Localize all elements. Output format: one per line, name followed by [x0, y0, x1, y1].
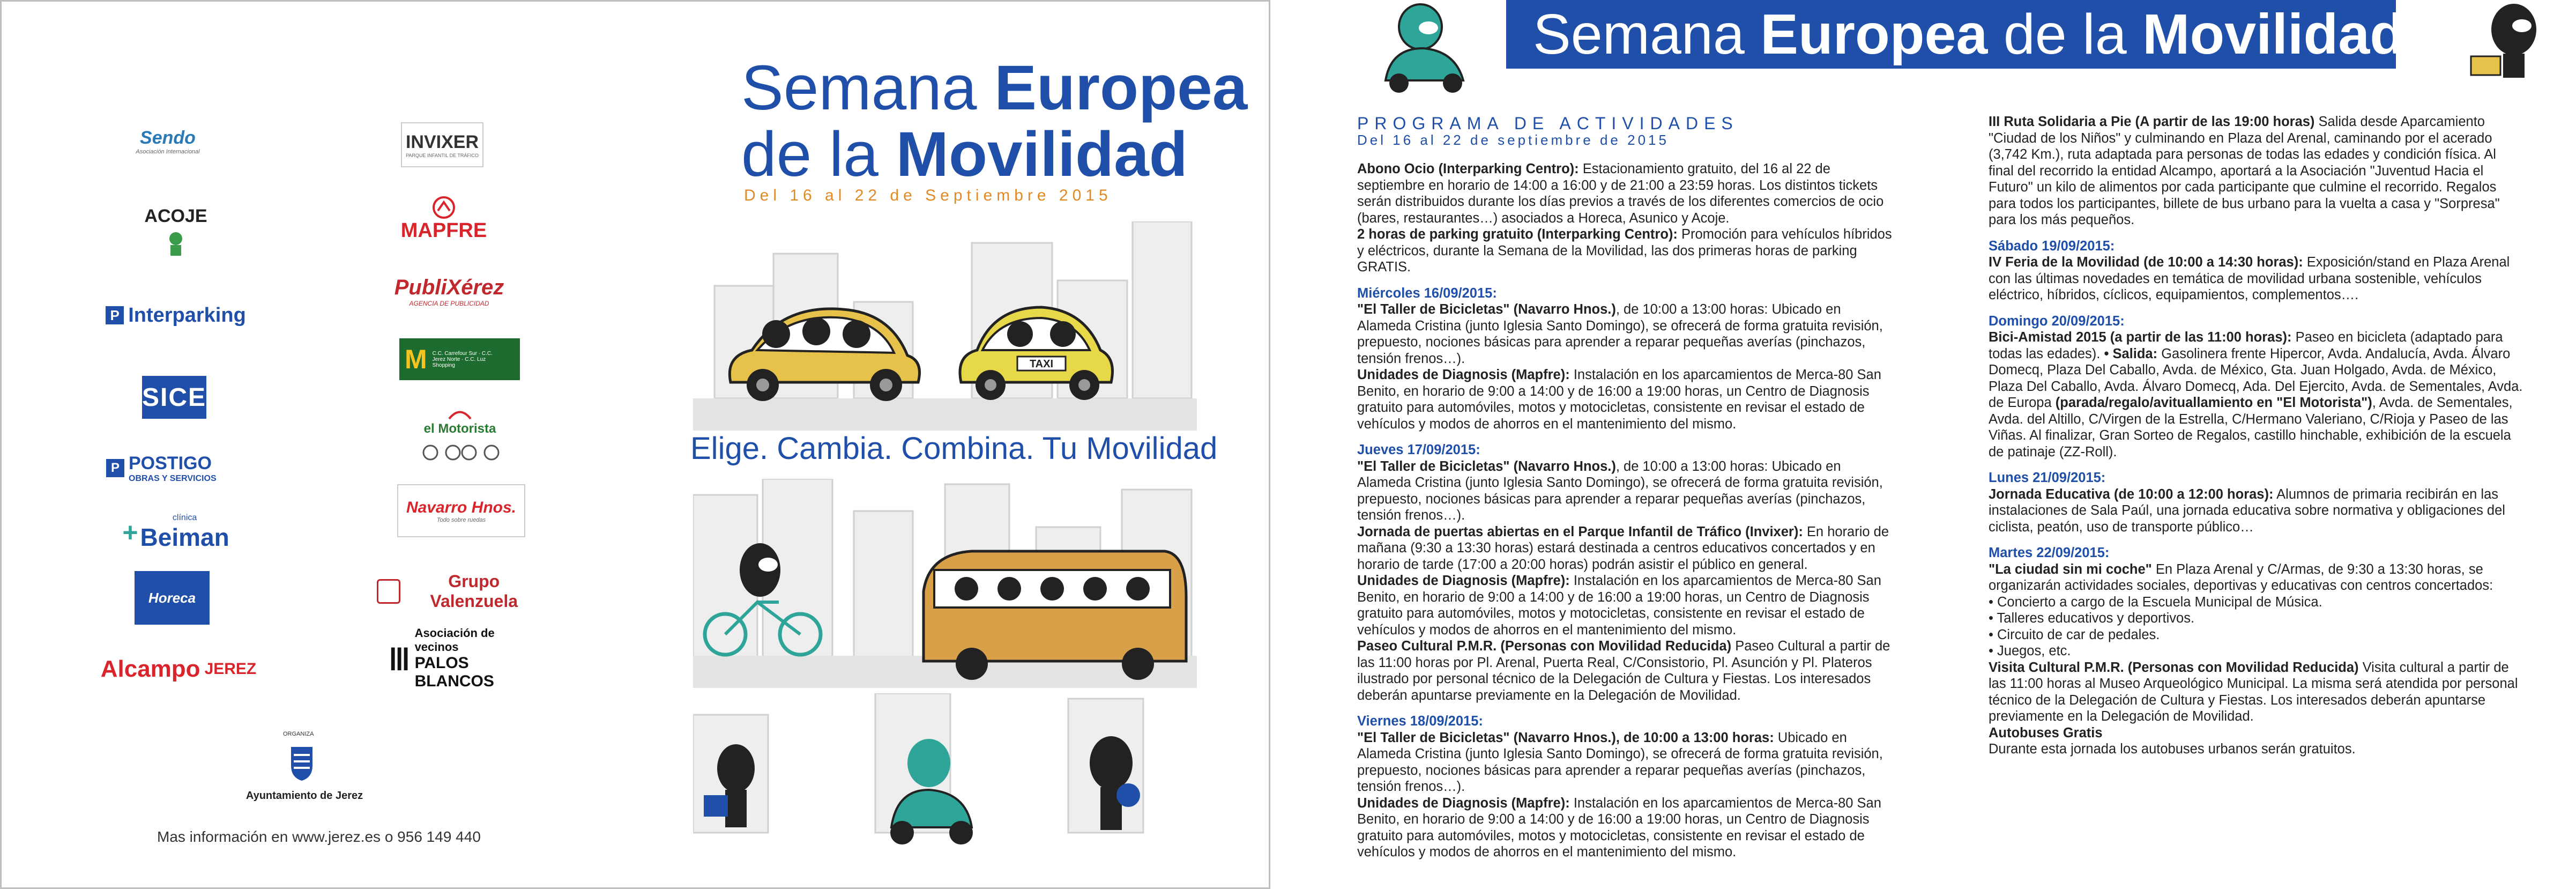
logo-horeca-name: Horeca: [148, 589, 196, 606]
logo-beiman-sub: clínica: [172, 513, 197, 522]
item-parking-gratuito-text: Promoción para vehículos híbridos y eléctricos, durante la Semana de la Movilidad, las dos primeras horas de parking GRATIS.: [1357, 227, 1892, 275]
item-taller-3-title: "El Taller de Bicicletas" (Navarro Hnos.), de 10:00 a 13:00 horas:: [1357, 730, 1774, 745]
day-heading-wednesday: Miércoles 16/09/2015:: [1357, 285, 1497, 301]
logo-beiman-name: Beiman: [140, 523, 229, 551]
logo-invixer: [401, 122, 483, 167]
item-bici-amistad-salida: • Salida:: [2100, 346, 2158, 361]
item-diagnosis-1-text: Instalación en los aparcamientos de Merca-80 San Benito, en horario de 9:00 a 14:00 y de 16:00 a 19:00 horas, un Centro de Diagnosis gratuito para automóviles, motos y motocicletas, consistente en revisar el estado de vehículos y modos de ahorros en el mantenimiento del mismo.: [1357, 367, 1881, 432]
item-visita-cultural-text: Visita cultural a partir de las 11:00 horas al Museo Arqueológico Municipal. La misma será atendida por personal técnico de la Delegación de Cultura y Fiestas. Los interesados deberán apuntarse previamente en la Delegación de Movilidad.: [1989, 660, 2518, 724]
contact-info: Mas información en www.jerez.es o 956 149 440: [157, 828, 481, 845]
day-heading-saturday: Sábado 19/09/2015:: [1989, 238, 2115, 254]
logo-motorista: [414, 401, 505, 465]
autobuses-gratis-title: Autobuses Gratis: [1989, 725, 2103, 740]
item-visita-cultural-title: Visita Cultural P.M.R. (Personas con Movilidad Reducida): [1989, 660, 2359, 675]
item-bici-amistad-parada: (parada/regalo/avituallamiento en "El Motorista"): [2055, 395, 2372, 410]
item-autobuses-gratis-title: [1989, 725, 2525, 742]
item-abono-ocio-title: Abono Ocio (Interparking Centro):: [1357, 161, 1579, 176]
logo-mcdonalds: [399, 338, 520, 380]
left-title-light-2: de la: [741, 118, 896, 190]
item-paseo-cultural-title: Paseo Cultural P.M.R. (Personas con Movilidad Reducida): [1357, 639, 1732, 654]
day-heading-thursday: Jueves 17/09/2015:: [1357, 442, 1480, 457]
logo-alcampo: [100, 653, 257, 685]
left-title-light-1: Semana: [741, 53, 995, 123]
item-diagnosis-3: [1357, 795, 1893, 861]
parking-icon: P: [106, 306, 124, 324]
item-taller-1-text: , de 10:00 a 13:00 horas: Ubicado en Alameda Cristina (junto Iglesia Santo Domingo), se ofrecerá de forma gratuita revisión, prepuesto, nociones básicas para aprender a reparar pequeñas averías (pinchazos, tensión frenos…).: [1357, 302, 1883, 366]
slogan: Elige. Cambia. Combina. Tu Movilidad: [690, 431, 1218, 466]
bus-bicycle-illustration: [693, 479, 1197, 688]
logo-publixerez: [388, 267, 511, 315]
item-taller-bicicletas-1: [1357, 301, 1893, 367]
item-diagnosis-1: [1357, 367, 1893, 432]
banner-light-2: de la: [1987, 3, 2143, 66]
item-jornada-educativa-text: Alumnos de primaria recibirán en las instalaciones de Sala Paúl, una jornada educativa sobre normativa y obligaciones del ciclista, peatón, uso de transporte público…: [1989, 486, 2505, 535]
item-bici-amistad-end: , Avda. de Sementales, Avda. del Altillo, C/Virgen de la Estrella, C/Hermano Valeriano, C/Rioja y Paseo de las Viñas. Al finalizar, Gran Sorteo de Regalos, castillo hinchable, exhibición de la escuela de patinaje (ZZ-Roll).: [1989, 395, 2513, 460]
item-bici-amistad-route: Gasolinera frente Hipercor, Avda. Andalucía, Avda. Álvaro Domecq, Plaza Del Caballo, Avda. de México, Gta. Juan Holgado, Avda. de México, Plaza Del Caballo, Avda. Álvaro Domecq, Ada. Del Ejercito, Avda. de Sementales, Avda. de Europa: [1989, 346, 2523, 410]
day-heading-monday: Lunes 21/09/2015:: [1989, 470, 2106, 485]
item-ruta-solidaria-title: III Ruta Solidaria a Pie (A partir de las 19:00 horas): [1989, 114, 2315, 129]
item-ciudad-sin-coche: [1989, 561, 2525, 594]
item-taller-bicicletas-3: [1357, 730, 1893, 795]
logo-invixer-name: INVIXER: [405, 131, 479, 152]
pedestrians-scooter-illustration: [693, 693, 1197, 854]
item-diagnosis-3-text: Instalación en los aparcamientos de Merca-80 San Benito, en horario de 9:00 a 14:00 y de 16:00 a 19:00 horas, un Centro de Diagnosis gratuito para automóviles, motos y motocicletas, consistente en revisar el estado de vehículos y modos de ahorros en el mantenimiento del mismo.: [1357, 795, 1881, 860]
item-taller-1-title: "El Taller de Bicicletas" (Navarro Hnos.): [1357, 302, 1616, 317]
walking-mascot-icon: [2455, 0, 2557, 80]
item-bici-amistad-title: Bici-Amistad 2015 (a partir de las 11:00 horas):: [1989, 330, 2292, 345]
logo-publixerez-sub: AGENCIA DE PUBLICIDAD: [409, 299, 489, 307]
logo-sice-name: SICE: [142, 383, 207, 412]
left-title-heavy-1: Europea: [994, 53, 1248, 123]
item-parking-gratuito-title: 2 horas de parking gratuito (Interparking Centro):: [1357, 227, 1678, 242]
logo-alcampo-suffix: JEREZ: [204, 660, 257, 678]
logo-palos-blancos: [388, 626, 532, 690]
item-feria-text: Exposición/stand en Plaza Arenal con las últimas novedades en temática de movilidad urbana sostenible, vehículos eléctrico, híbridos, cíclicos, equipamientos, complementos….: [1989, 255, 2510, 302]
palos-blancos-emblem-icon: [388, 642, 411, 675]
day-heading-friday: Viernes 18/09/2015:: [1357, 714, 1483, 729]
item-bici-amistad: [1989, 329, 2525, 460]
item-jornada-educativa: [1989, 486, 2525, 536]
bullet-item: • Talleres educativos y deportivos.: [1989, 611, 2195, 626]
item-puertas-abiertas-text: En horario de mañana (9:30 a 13:30 horas) estará destinada a centros educativos concertados y en horario de tarde (17:00 a 20:00 horas) podrán asistir el público en general.: [1357, 524, 1889, 572]
left-dates: Del 16 al 22 de Septiembre 2015: [744, 187, 1112, 204]
logo-postigo-name: POSTIGO: [129, 453, 212, 473]
acoje-emblem-icon: [160, 227, 192, 259]
logo-postigo: [106, 452, 256, 484]
postigo-p-icon: P: [106, 459, 124, 477]
logo-interparking-name: Interparking: [128, 303, 246, 327]
bullet-item: • Juegos, etc.: [1989, 643, 2071, 658]
item-diagnosis-2-title: Unidades de Diagnosis (Mapfre):: [1357, 573, 1570, 588]
item-taller-bicicletas-2: [1357, 458, 1893, 524]
logo-navarro-name: Navarro Hnos.: [406, 498, 517, 516]
item-bici-amistad-text: Paseo en bicicleta (adaptado para todas las edades).: [1989, 330, 2503, 361]
item-parking-gratuito: [1357, 226, 1893, 276]
item-ciudad-sin-coche-title: "La ciudad sin mi coche": [1989, 561, 2152, 577]
ayuntamiento-label: Ayuntamiento de Jerez: [245, 790, 363, 802]
logo-sice: [142, 376, 206, 419]
logo-postigo-sub: OBRAS Y SERVICIOS: [129, 473, 217, 483]
scooter-mascot-icon: [1369, 0, 1477, 94]
jerez-coat-of-arms-icon: [288, 744, 315, 782]
logo-sendo-name: Sendo: [140, 127, 196, 148]
item-diagnosis-2: [1357, 573, 1893, 638]
logo-mcdonalds-name: M: [405, 344, 427, 374]
item-abono-ocio-text: Estacionamiento gratuito, del 16 al 22 de septiembre en horario de 14:00 a 16:00 y de 21:00 a 23:59 horas. Los distintos tickets serán distribuidos durante los días previos a través de los diferentes comercios de ocio (bares, restaurantes…) asociados a Horeca, Asunico y Acoje.: [1357, 161, 1884, 226]
banner-light-1: Semana: [1533, 3, 1761, 66]
logo-sendo-sub: Asociación Internacional: [136, 148, 200, 155]
bullet-item: • Circuito de car de pedales.: [1989, 627, 2160, 642]
logo-mcdonalds-sub: C.C. Carrefour Sur · C.C. Jerez Norte · C.C. Luz Shopping: [432, 350, 493, 368]
logo-publixerez-name: PubliXérez: [394, 275, 504, 299]
left-title-line1: [741, 55, 1247, 122]
item-autobuses-gratis-text: Durante esta jornada los autobuses urbanos serán gratuitos.: [1989, 742, 2356, 757]
item-visita-cultural: [1989, 660, 2525, 725]
logo-interparking: [101, 299, 251, 331]
motorista-emblem-icon: [444, 405, 476, 421]
program-column-1: [1357, 161, 1893, 861]
item-ruta-solidaria-text: Salida desde Aparcamiento "Ciudad de los Niños" y culminando en Plaza del Arenal, caminando por el acerado (3,742 Km.), ruta adaptada para personas de todas las edades y condición física. Al final del recorrido la entidad Alcampo, aportará a la Asociación "Juventud Hacia el Futuro" un kilo de alimentos por cada participante que culmine el recorrido. Regalos para todos los participantes, billete de bus urbano para la vuelta a casa y "Sorpresa" para los más pequeños.: [1989, 114, 2500, 227]
logo-mapfre: [396, 192, 492, 246]
logo-horeca: [135, 571, 210, 625]
logo-beiman: [111, 511, 240, 554]
logo-acoje: [138, 200, 213, 264]
item-diagnosis-2-text: Instalación en los aparcamientos de Merca-80 San Benito, en horario de 9:00 a 14:00 y de 16:00 a 19:00 horas, un Centro de Diagnosis gratuito para automóviles, motos y motocicletas, consistente en revisar el estado de vehículos y modos de ahorros en el mantenimiento del mismo.: [1357, 573, 1881, 638]
item-paseo-cultural: [1357, 638, 1893, 703]
logo-invixer-sub: PARQUE INFANTIL DE TRÁFICO: [406, 152, 479, 158]
logo-acoje-name: ACOJE: [144, 205, 207, 226]
cars-illustration: [693, 221, 1197, 431]
logo-alcampo-name: Alcampo: [100, 656, 200, 682]
day-heading-sunday: Domingo 20/09/2015:: [1989, 313, 2125, 329]
mapfre-emblem-icon: [430, 196, 457, 219]
left-title: [741, 55, 1247, 188]
item-feria-title: IV Feria de la Movilidad (de 10:00 a 14:30 horas):: [1989, 255, 2303, 270]
logo-palos-blancos-sub: PALOS BLANCOS: [414, 654, 494, 690]
logo-motorista-name: el Motorista: [423, 421, 496, 436]
logo-mapfre-name: MAPFRE: [400, 219, 487, 242]
item-ruta-solidaria: [1989, 114, 2525, 228]
day-heading-tuesday: Martes 22/09/2015:: [1989, 545, 2110, 560]
banner-heavy-2: Movilidad: [2142, 3, 2404, 66]
program-column-2: [1989, 114, 2525, 758]
logo-navarro-sub: Todo sobre ruedas: [436, 516, 486, 523]
logo-navarro: [397, 484, 525, 537]
item-abono-ocio: [1357, 161, 1893, 226]
item-puertas-abiertas: [1357, 524, 1893, 573]
item-puertas-abiertas-title: Jornada de puertas abiertas en el Parque Infantil de Tráfico (Invixer):: [1357, 524, 1803, 539]
item-feria-movilidad: [1989, 254, 2525, 303]
plus-icon: +: [122, 517, 138, 547]
bus: [924, 551, 1186, 680]
program-title: PROGRAMA DE ACTIVIDADES: [1357, 114, 1739, 133]
bullet-item: • Concierto a cargo de la Escuela Municipal de Música.: [1989, 594, 2322, 610]
logo-valenzuela-name: Grupo Valenzuela: [430, 572, 518, 611]
logo-sendo: [125, 120, 211, 162]
item-diagnosis-3-title: Unidades de Diagnosis (Mapfre):: [1357, 795, 1570, 811]
left-title-heavy-2: Movilidad: [896, 118, 1188, 190]
right-panel: [1308, 0, 2576, 889]
item-taller-2-title: "El Taller de Bicicletas" (Navarro Hnos.): [1357, 458, 1616, 474]
bicycles-icon: [420, 436, 500, 461]
item-paseo-cultural-text: Paseo Cultural a partir de las 11:00 horas por Pl. Arenal, Puerta Real, C/Consistorio, Pl. Asunción y Pl. Plateros ilustrado por personal técnico de la Delegación de Cultura y Fiestas. Los interesados deberán apuntarse previamente en la Delegación de Movilidad.: [1357, 639, 1890, 703]
taxi-label: TAXI: [1029, 358, 1054, 370]
banner-heavy-1: Europea: [1760, 3, 1988, 66]
logo-palos-blancos-name: Asociación de vecinos: [414, 626, 495, 654]
left-title-line2: [741, 118, 1247, 190]
organiza-label: ORGANIZA: [283, 731, 314, 737]
item-ciudad-sin-coche-text: En Plaza Arenal y C/Armas, de 9:30 a 13:30 horas, se organizarán actividades sociales, deportivas y educativas con centros concertados:: [1989, 561, 2493, 593]
valenzuela-emblem-icon: [377, 579, 400, 604]
program-dates: Del 16 al 22 de septiembre de 2015: [1357, 132, 1669, 148]
left-panel: [0, 0, 1270, 889]
item-jornada-educativa-title: Jornada Educativa (de 10:00 a 12:00 horas):: [1989, 486, 2274, 502]
item-diagnosis-1-title: Unidades de Diagnosis (Mapfre):: [1357, 367, 1570, 382]
item-taller-2-text: , de 10:00 a 13:00 horas: Ubicado en Alameda Cristina (junto Iglesia Santo Domingo), se ofrecerá de forma gratuita revisión, prepuesto, nociones básicas para aprender a reparar pequeñas averías (pinchazos, tensión frenos…).: [1357, 458, 1883, 523]
item-taller-3-text: Ubicado en Alameda Cristina (junto Iglesia Santo Domingo), se ofrecerá de forma gratuita revisión, prepuesto, nociones básicas para aprender a reparar pequeñas averías (pinchazos, tensión frenos…).: [1357, 730, 1883, 794]
right-banner: [1506, 0, 2404, 69]
logo-valenzuela: [377, 573, 543, 610]
